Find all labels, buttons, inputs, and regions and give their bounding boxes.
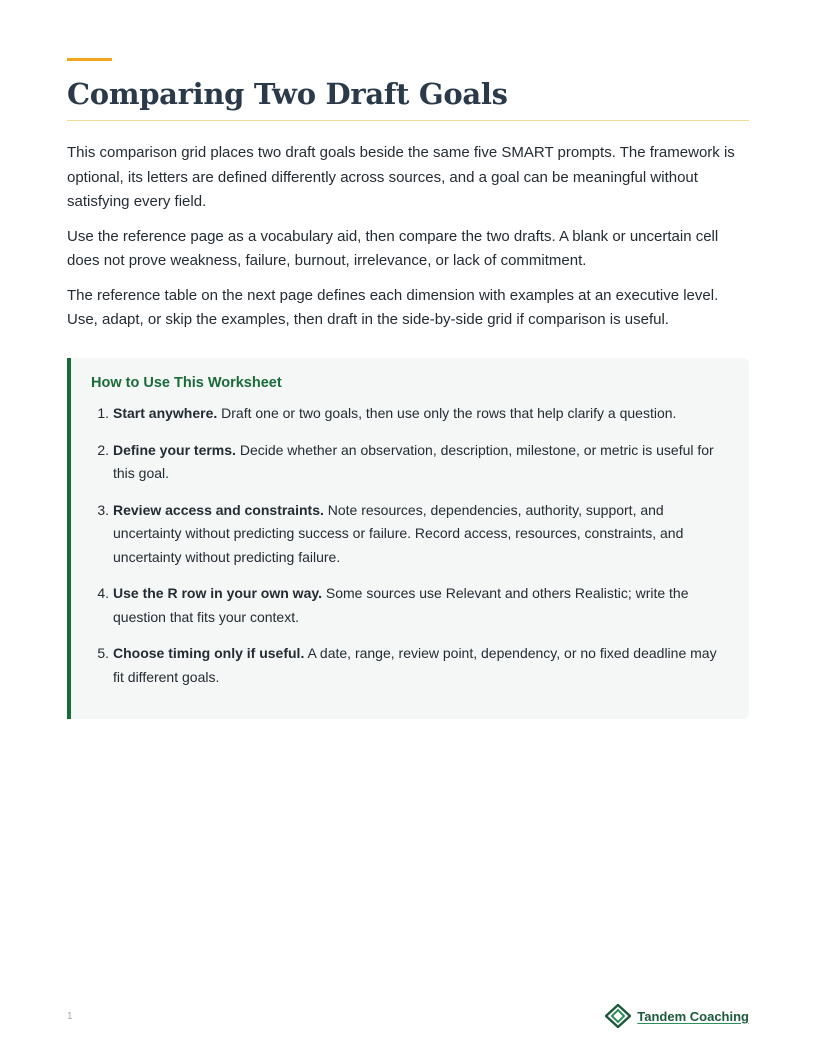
page-number: 1 bbox=[67, 1011, 73, 1022]
list-item-number: 5. bbox=[97, 645, 109, 661]
list-item-lead: Review access and constraints. bbox=[113, 501, 324, 518]
intro-paragraph: This comparison grid places two draft goals beside the same five SMART prompts. The framework is optional, its letters are defined differently across sources, and a goal can be meaningful without satisfying every field. bbox=[67, 144, 735, 210]
how-to-title: How to Use This Worksheet bbox=[91, 375, 282, 391]
intro-paragraph: The reference table on the next page defines each dimension with examples at an executive level. Use, adapt, or skip the examples, then draft in the side-by-side grid if comparison is useful. bbox=[67, 286, 719, 328]
list-item-number: 1. bbox=[97, 405, 109, 421]
list-item-text: A date, range, review point, dependency, or no fixed deadline may fit different goals. bbox=[113, 645, 717, 685]
page-title: Comparing Two Draft Goals bbox=[67, 77, 508, 111]
intro-section bbox=[67, 141, 749, 343]
brand-logo bbox=[605, 1004, 749, 1028]
list-item-lead: Use the R row in your own way. bbox=[113, 585, 322, 601]
title-accent-rule bbox=[67, 58, 112, 61]
list-item bbox=[91, 642, 721, 689]
title-divider bbox=[67, 120, 749, 121]
list-item-lead: Choose timing only if useful. bbox=[113, 645, 305, 661]
list-item-text: Draft one or two goals, then use only the rows that help clarify a question. bbox=[217, 405, 677, 421]
list-item bbox=[91, 439, 721, 486]
list-item-lead: Start anywhere. bbox=[113, 405, 218, 421]
list-item-text: Some sources use Relevant and others Realistic; write the question that fits your context. bbox=[113, 585, 689, 625]
how-to-callout bbox=[67, 358, 749, 719]
list-item bbox=[91, 582, 721, 629]
list-item-number: 3. bbox=[97, 501, 109, 518]
list-item-lead: Define your terms. bbox=[113, 441, 236, 458]
intro-paragraph: Use the reference page as a vocabulary aid, then compare the two drafts. A blank or uncertain cell does not prove weakness, failure, burnout, irrelevance, or lack of commitment. bbox=[67, 227, 719, 269]
how-to-list bbox=[91, 402, 721, 702]
list-item-number: 4. bbox=[97, 585, 109, 601]
list-item-number: 2. bbox=[97, 441, 109, 458]
list-item-text: Note resources, dependencies, authority, support, and uncertainty without predicting success or failure. Record access, resources, constraints, and uncertainty without predicting failure. bbox=[113, 501, 684, 565]
brand-name: Tandem Coaching bbox=[637, 1008, 749, 1024]
list-item-text: Decide whether an observation, description, milestone, or metric is useful for this goal. bbox=[113, 441, 714, 481]
list-item bbox=[91, 499, 721, 570]
list-item bbox=[91, 402, 721, 426]
diamond-logo-icon bbox=[605, 1004, 631, 1028]
